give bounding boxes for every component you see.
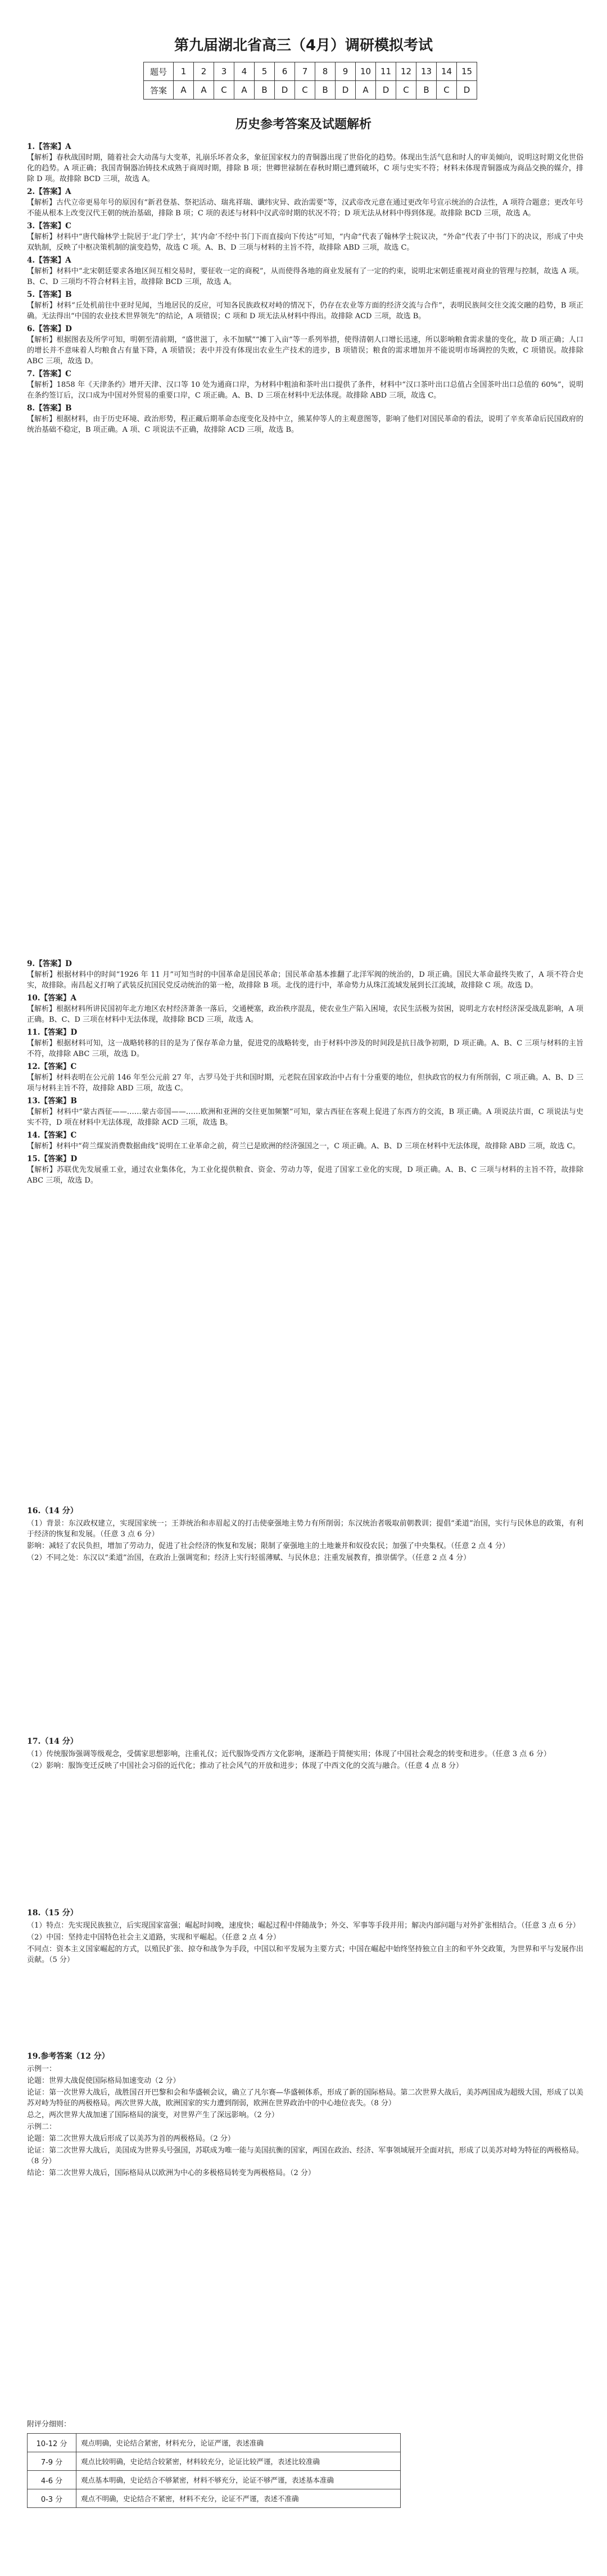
section-heading: 19.参考答案（12 分） <box>27 2052 110 2061</box>
mc-item <box>27 324 583 367</box>
mc-answer-heading: 13.【答案】B <box>27 1097 77 1106</box>
question-16-section <box>27 1501 583 1564</box>
mc-answer-heading: 5.【答案】B <box>27 290 72 299</box>
question-number-cell: 15 <box>457 62 477 81</box>
answer-paragraph: （1）特点：先实现民族独立，后实现国家富强；崛起时间晚，速度快；崛起过程中伴随战争；外交、军事等手段并用；解决内部问题与对外扩张相结合。（任意 3 点 6 分） <box>27 1921 580 1930</box>
example-paragraph: 总之，两次世界大战加速了国际格局的演变，对世界产生了深远影响。（2 分） <box>27 2111 279 2119</box>
question-number-cell: 14 <box>437 62 457 81</box>
rubric-table <box>27 2433 401 2508</box>
mc-explanation: 【解析】材料中“北宋朝廷要求各地区间互相交易时，要征收一定的商税”，从而使得各地的商业发展有了一定的约束，说明北宋朝廷重视对商业的管理与控制，故选 A 项。B、C、D 三项均不符合材料主旨，故排除 BCD 三项，故选 A。 <box>27 267 583 286</box>
answer-cell: D <box>336 81 356 100</box>
answer-cell: C <box>437 81 457 100</box>
answer-cell: C <box>295 81 315 100</box>
page-title: 第九届湖北省高三（4月）调研模拟考试 <box>174 37 433 54</box>
answer-paragraph: （1）传统服饰强调等级观念，受儒家思想影响，注重礼仪；近代服饰受西方文化影响，逐渐趋于简便实用；体现了中国社会观念的转变和进步。（任意 3 点 6 分） <box>27 1750 551 1758</box>
answer-cell: D <box>376 81 396 100</box>
mc-answer-heading: 15.【答案】D <box>27 1154 78 1163</box>
answer-table-header-cell: 题号 <box>144 62 174 81</box>
answer-cell: D <box>275 81 295 100</box>
question-number-cell: 12 <box>396 62 416 81</box>
question-number-cell: 6 <box>275 62 295 81</box>
rubric-description: 观点比较明确，史论结合较紧密，材料较充分，论证比较严谨，表述比较准确 <box>76 2452 401 2471</box>
mc-answer-heading: 12.【答案】C <box>27 1062 77 1071</box>
rubric-description: 观点明确，史论结合紧密，材料充分，论证严谨，表述准确 <box>76 2434 401 2452</box>
question-19-section <box>27 2047 583 2180</box>
answer-paragraph: 不同点：资本主义国家崛起的方式，以殖民扩张、掠夺和战争为手段，中国以和平发展为主要方式；中国在崛起中始终坚持独立自主的和平外交政策，为世界和平与发展作出贡献。（5 分） <box>27 1945 583 1964</box>
answer-cell: B <box>315 81 336 100</box>
answer-cell: A <box>194 81 214 100</box>
mc-explanation: 【解析】1858 年《天津条约》增开天津、汉口等 10 处为通商口岸，为材料中粗油和茶叶出口提供了条件，材料中“汉口茶叶出口总值占全国茶叶出口总值的 60%”，说明在条约签订后，汉口成为中国对外贸易的重要口岸，C 项正确。A、B、D 三项在材料中无法体现。故排除 ABD 三项，故选 C。 <box>27 381 583 400</box>
answer-cell: A <box>234 81 255 100</box>
answer-cell: C <box>214 81 234 100</box>
mc-item <box>27 369 583 401</box>
question-number-cell: 7 <box>295 62 315 81</box>
mc-explanation: 【解析】根据材料，由于历史环境、政治形势，程正藏后期革命态度变化及持中立，熊某仲等人的主观意图等，影响了他们对国民革命的看法，说明了辛亥革命后民国政府的统治基础不稳定，B 项正确。A 项、C 项说法不正确，故排除 ACD 三项，故选 B。 <box>27 415 583 434</box>
mc-answer-heading: 3.【答案】C <box>27 222 71 231</box>
mc-answer-heading: 8.【答案】B <box>27 404 72 413</box>
mc-item <box>27 1062 583 1094</box>
mc-item <box>27 1027 583 1059</box>
rubric-row <box>28 2489 401 2508</box>
answer-paragraph: 影响：减轻了农民负担，增加了劳动力，促进了社会经济的恢复和发展；限制了豪强地主的土地兼并和奴役农民；加强了中央集权。（任意 2 点 4 分） <box>27 1542 510 1550</box>
mc-answer-heading: 4.【答案】A <box>27 256 71 265</box>
answer-cell: A <box>174 81 194 100</box>
question-number-cell: 11 <box>376 62 396 81</box>
mc-answer-heading: 14.【答案】C <box>27 1131 77 1140</box>
mc-item <box>27 403 583 435</box>
answer-cell: B <box>255 81 275 100</box>
mc-item <box>27 959 583 991</box>
question-number-cell: 5 <box>255 62 275 81</box>
answer-table <box>143 62 477 100</box>
question-number-cell: 2 <box>194 62 214 81</box>
scoring-rubric-section <box>27 2412 583 2508</box>
answer-table-header-cell: 答案 <box>144 81 174 100</box>
answer-paragraph: （2）不同之处：东汉以“柔道”治国，在政治上强调宽和；经济上实行轻徭薄赋、与民休息；注重发展教育，推崇儒学。（任意 2 点 4 分） <box>27 1554 471 1562</box>
question-number-cell: 1 <box>174 62 194 81</box>
example-paragraph: 论题：世界大战促使国际格局加速变动（2 分） <box>27 2077 180 2085</box>
mc-item <box>27 221 583 253</box>
question-number-cell: 4 <box>234 62 255 81</box>
mc-explanation: 【解析】古代立帝更易年号的原因有“新君登基、祭祀活动、瑞兆祥瑞、谶纬灾异、政治需要”等，汉武帝改元意在通过更改年号宣示统治的合法性，A 项符合题意；更改年号不能从根本上改变汉代王朝的统治基础，排除 B 项；C 项的表述与材料中汉武帝时期的状况不符；D 项无法从材料中得到体现。故排除 BCD 三项，故选 A。 <box>27 198 583 218</box>
rubric-description: 观点基本明确，史论结合不够紧密，材料不够充分，论证不够严谨，表述基本准确 <box>76 2471 401 2489</box>
answer-paragraph: （2）中国：坚持走中国特色社会主义道路，实现和平崛起。（任意 2 点 4 分） <box>27 1933 280 1942</box>
section-heading: 16.（14 分） <box>27 1506 78 1515</box>
mc-answer-heading: 6.【答案】D <box>27 324 72 333</box>
mc-explanation: 【解析】材料中“荷兰煤炭消费数据曲线”说明在工业革命之前，荷兰已是欧洲的经济强国之一，C 项正确。A、B、D 三项在材料中无法体现，故排除 ABD 三项，故选 C。 <box>27 1142 580 1151</box>
mc-item <box>27 255 583 287</box>
mc-answer-heading: 7.【答案】C <box>27 369 71 378</box>
page-subtitle: 历史参考答案及试题解析 <box>235 118 372 132</box>
rubric-row <box>28 2434 401 2452</box>
mc-explanation: 【解析】根据材料可知，这一战略转移的目的是为了保存革命力量，促进党的战略转变，由于材料中涉及的时间段是抗日战争初期，D 项正确。A、B、C 三项与材料的主旨不符，故排除 ABC 三项，故选 D。 <box>27 1039 583 1058</box>
mc-explanation: 【解析】根据图表及所学可知，明朝至清前期，“盛世滋丁，永不加赋”“摊丁入亩”等一系列举措，使得清朝人口增长迅速，所以影响粮食需求量的变化，故 D 项正确；人口的增长并不意味着人均粮食占有量下降，A 项错误；表中并没有体现出农业生产技术的进步，B 项错误；粮食的需求增加并不能说明市场调控的失败，C 项错误。故排除 ABC 三项，故选 D。 <box>27 336 583 366</box>
mc-item <box>27 1130 583 1152</box>
mc-answer-heading: 1.【答案】A <box>27 142 71 151</box>
question-number-cell: 9 <box>336 62 356 81</box>
question-number-cell: 3 <box>214 62 234 81</box>
mc-explanations-part1 <box>27 142 583 437</box>
mc-explanation: 【解析】材料中“蒙古西征——……蒙古帝国——……欧洲和亚洲的交往更加频繁”可知，蒙古西征在客观上促进了东西方的交流，B 项正确。A 项说法片面，C 项说法与史实不符，D 项在材料中无法体现，故排除 ACD 三项，故选 B。 <box>27 1108 583 1127</box>
answer-paragraph: （2）影响：服饰变迁反映了中国社会习俗的近代化；推动了社会风气的开放和进步；体现了中西文化的交流与融合。（任意 4 点 8 分） <box>27 1762 463 1770</box>
mc-answer-heading: 9.【答案】D <box>27 959 72 968</box>
answer-paragraph: （1）背景：东汉政权建立，实现国家统一；王莽统治和赤眉起义的打击使豪强地主势力有所削弱；东汉统治者吸取前朝教训；提倡“柔道”治国，实行与民休息的政策，有利于经济的恢复和发展。（任意 3 点 6 分） <box>27 1519 583 1539</box>
mc-explanation: 【解析】春秋战国时期，随着社会大动荡与大变革，礼崩乐坏者众多，象征国家权力的青铜器出现了世俗化的趋势。体现出生活气息和时人的审美倾向，说明这时期文化世俗化的趋势。A 项正确；我国青铜器冶铸技术成熟于商周时期，排除 B 项；世卿世禄制在春秋时期已遭到破坏，C 项与史实不符；材料未体现青铜器成为商品交换的媒介，排除 D 项。故排除 BCD 三项，故选 A。 <box>27 154 583 183</box>
answer-cell: D <box>457 81 477 100</box>
question-number-cell: 8 <box>315 62 336 81</box>
example-paragraph: 论证：第一次世界大战后，战胜国召开巴黎和会和华盛顿会议，确立了凡尔赛—华盛顿体系，形成了新的国际格局。第二次世界大战后，美苏两国成为超级大国，形成了以美苏对峙为特征的两极格局。两次世界大战，欧洲国家的实力遭到削弱，欧洲在世界政治中的中心地位丧失。（8 分） <box>27 2088 583 2108</box>
mc-item <box>27 290 583 322</box>
mc-item <box>27 993 583 1025</box>
example-label: 示例二： <box>27 2123 57 2131</box>
question-number-cell: 13 <box>416 62 437 81</box>
mc-explanation: 【解析】材料表明在公元前 146 年至公元前 27 年，古罗马处于共和国时期，元老院在国家政治中占有十分重要的地位，但执政官的权力有所削弱，C 项正确。A、B、D 三项与材料主旨不符，故排除 ABD 三项，故选 C。 <box>27 1073 583 1093</box>
rubric-title: 附评分细则： <box>27 2420 71 2429</box>
mc-explanation: 【解析】苏联优先发展重工业，通过农业集体化，为工业化提供粮食、资金、劳动力等，促进了国家工业化的实现，D 项正确。A、B、C 三项与材料的主旨不符，故排除 ABC 三项，故选 D。 <box>27 1166 583 1185</box>
mc-explanation: 【解析】根据材料中的时间“1926 年 11 月”可知当时的中国革命是国民革命；国民革命基本推翻了北洋军阀的统治的，D 项正确。国民大革命最终失败了，A 项不符合史实，故排除。南昌起义打响了武装反抗国民党反动统治的第一枪，故排除 B 项。北伐的进行中，革命势力从珠江流域发展到长江流域，故排除 C 项。故选 D。 <box>27 971 583 990</box>
answer-cell: B <box>416 81 437 100</box>
example-paragraph: 论题：第二次世界大战后形成了以美苏为首的两极格局。（2 分） <box>27 2135 235 2143</box>
mc-item <box>27 187 583 219</box>
answer-cell: A <box>356 81 376 100</box>
question-18-section <box>27 1903 583 1966</box>
example-paragraph: 论证：第二次世界大战后，美国成为世界头号强国，苏联成为唯一能与美国抗衡的国家，两国在政治、经济、军事领域展开全面对抗，形成了以美苏对峙为特征的两极格局。（8 分） <box>27 2146 583 2166</box>
mc-explanation: 【解析】材料中“唐代翰林学士院居于‘北门学士’，其‘内命’不经中书门下而直接向下传达”可知，“内命”代表了翰林学士院议决，“外命”代表了中书门下的决议，形成了中央双轨制，反映了中枢决策机制的演变趋势，故选 C 项。A、B、D 三项与材料的主旨不符，故排除 ABD 三项，故选 C。 <box>27 233 583 252</box>
rubric-row <box>28 2471 401 2489</box>
question-number-cell: 10 <box>356 62 376 81</box>
section-heading: 18.（15 分） <box>27 1909 78 1918</box>
mc-item <box>27 1096 583 1128</box>
mc-item <box>27 1154 583 1186</box>
rubric-level: 0-3 分 <box>28 2489 76 2508</box>
rubric-level: 4-6 分 <box>28 2471 76 2489</box>
mc-answer-heading: 2.【答案】A <box>27 187 71 196</box>
question-17-section <box>27 1732 583 1772</box>
rubric-row <box>28 2452 401 2471</box>
example-paragraph: 结论：第二次世界大战后，国际格局从以欧洲为中心的多极格局转变为两极格局。（2 分） <box>27 2169 315 2177</box>
section-heading: 17.（14 分） <box>27 1737 78 1746</box>
mc-explanations-part2 <box>27 959 583 1188</box>
mc-item <box>27 142 583 184</box>
example-label: 示例一： <box>27 2065 57 2073</box>
rubric-level: 7-9 分 <box>28 2452 76 2471</box>
answer-cell: C <box>396 81 416 100</box>
mc-answer-heading: 10.【答案】A <box>27 994 76 1003</box>
mc-answer-heading: 11.【答案】D <box>27 1028 78 1037</box>
rubric-description: 观点不明确，史论结合不紧密，材料不充分，论证不严谨，表述不准确 <box>76 2489 401 2508</box>
mc-explanation: 【解析】根据材料所讲民国初年北方地区农村经济萧条一落后，交通梗塞，政治秩序混乱，使农业生产陷入困境，农民生活极为贫困，说明北方农村经济深受战乱影响，A 项正确。B、C、D 三项在材料中无法体现，故排除 BCD 三项，故选 A。 <box>27 1005 583 1024</box>
rubric-level: 10-12 分 <box>28 2434 76 2452</box>
mc-explanation: 【解析】材料“丘处机前往中亚时见闻，当地居民的反应，可知各民族政权对峙的情况下，仍存在农业等方面的经济交流与合作”，表明民族间交往交流交融的趋势，B 项正确。无法得出“中国的农业技术世界领先”的结论，A 项错误；C 项和 D 项无法从材料中得出。故排除 ACD 三项，故选 B。 <box>27 301 583 321</box>
